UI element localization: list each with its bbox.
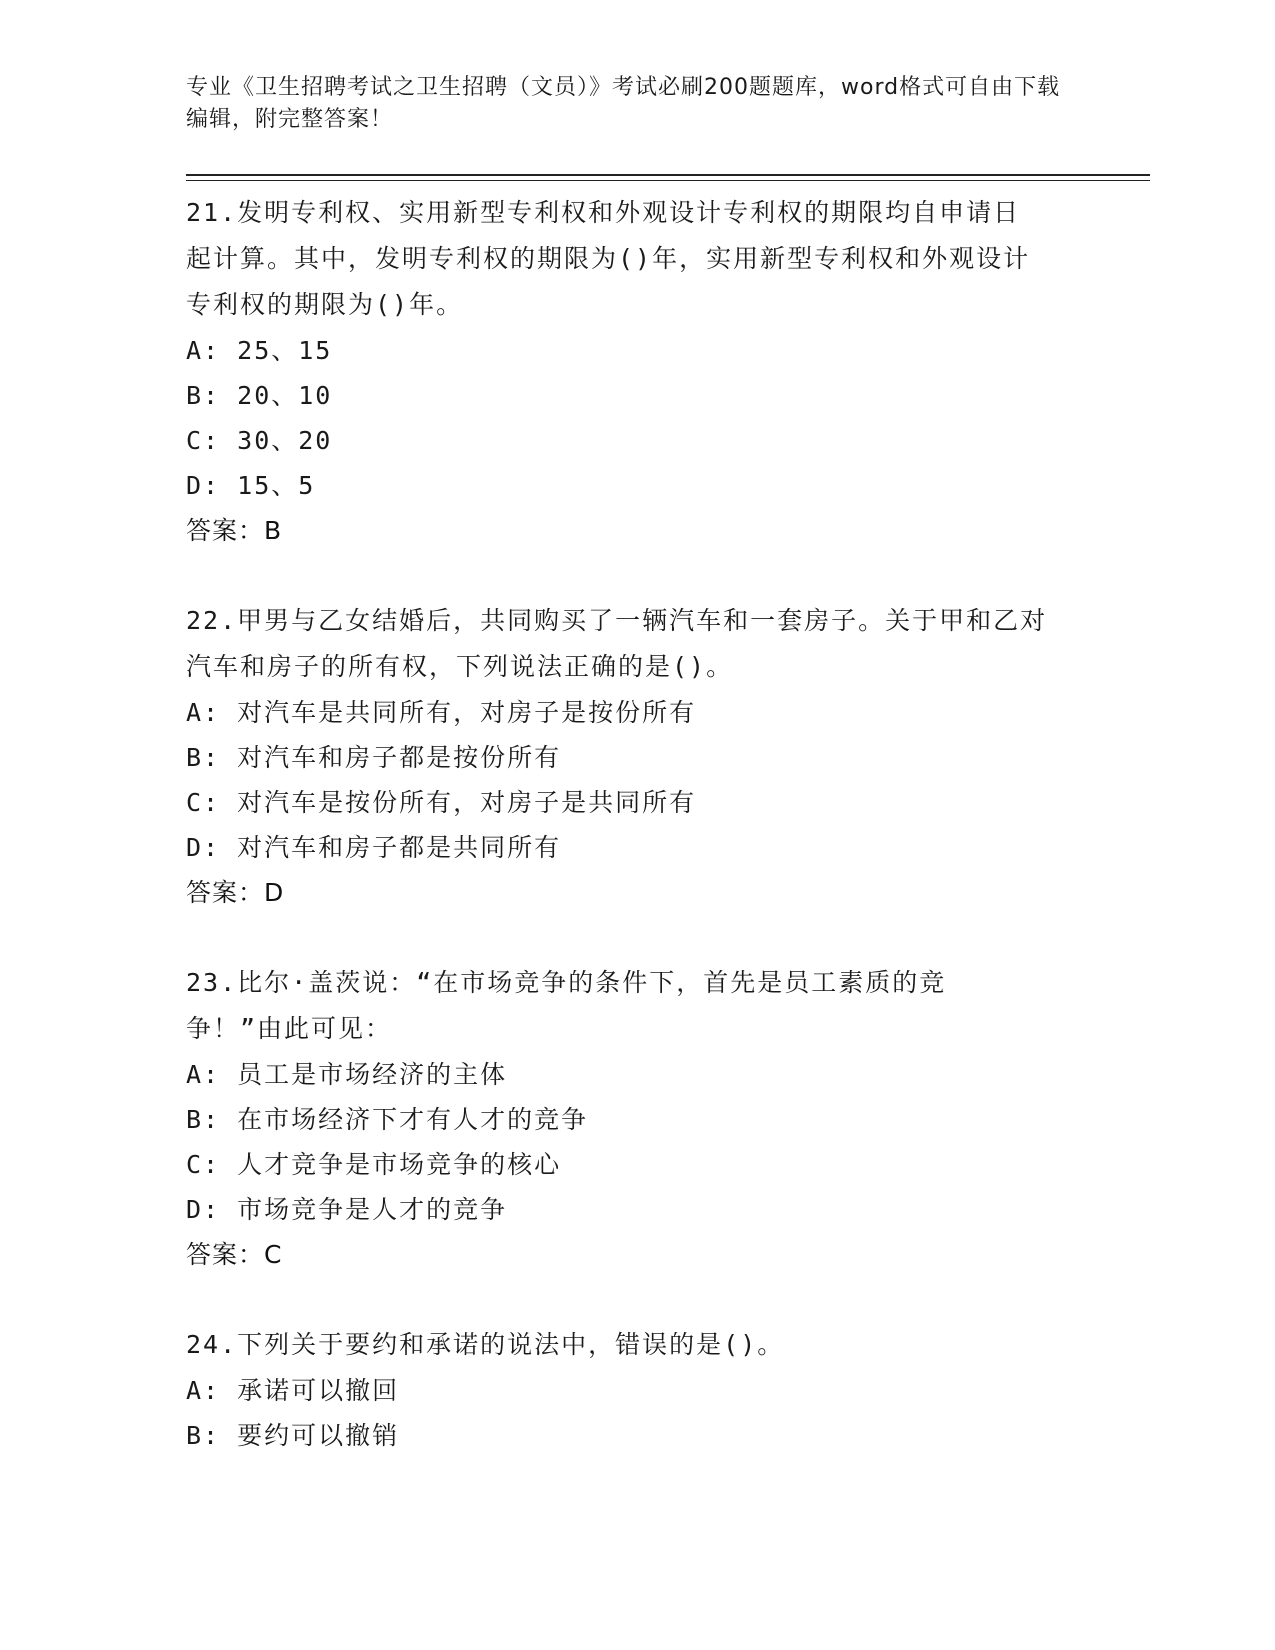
document-header: 专业《卫生招聘考试之卫生招聘（文员）》考试必刷200题题库，word格式可自由下载编辑，附完整答案！ [186, 75, 1061, 132]
option-b: B: 在市场经济下才有人才的竞争 [186, 1105, 589, 1134]
option-c: C: 30、20 [186, 426, 333, 455]
option-a: A: 员工是市场经济的主体 [186, 1060, 508, 1089]
option-b: B: 要约可以撤销 [186, 1421, 400, 1450]
option-d: D: 市场竞争是人才的竞争 [186, 1195, 508, 1224]
question-stem: 21.发明专利权、实用新型专利权和外观设计专利权的期限均自申请日起计算。其中，发明专利权的期限为()年，实用新型专利权和外观设计专利权的期限为()年。 [186, 198, 1031, 319]
header-divider-thin [186, 180, 1150, 181]
question-23 [186, 960, 1086, 1278]
option-a: A: 对汽车是共同所有，对房子是按份所有 [186, 698, 697, 727]
answer: 答案：C [186, 1240, 283, 1269]
option-b: B: 20、10 [186, 381, 333, 410]
option-d: D: 15、5 [186, 471, 316, 500]
answer: 答案：D [186, 878, 285, 907]
question-list [186, 190, 1086, 1502]
question-stem: 23.比尔·盖茨说：“在市场竞争的条件下，首先是员工素质的竞争！”由此可见： [186, 968, 947, 1043]
option-c: C: 人才竞争是市场竞争的核心 [186, 1150, 562, 1179]
option-c: C: 对汽车是按份所有，对房子是共同所有 [186, 788, 697, 817]
question-stem: 22.甲男与乙女结婚后，共同购买了一辆汽车和一套房子。关于甲和乙对汽车和房子的所有权，下列说法正确的是()。 [186, 606, 1048, 681]
option-a: A: 25、15 [186, 336, 333, 365]
option-d: D: 对汽车和房子都是共同所有 [186, 833, 562, 862]
answer: 答案：B [186, 516, 283, 545]
question-stem: 24.下列关于要约和承诺的说法中，错误的是()。 [186, 1330, 785, 1359]
option-a: A: 承诺可以撤回 [186, 1376, 400, 1405]
question-21 [186, 190, 1086, 554]
question-22 [186, 598, 1086, 916]
header-divider-thick [186, 174, 1150, 176]
option-b: B: 对汽车和房子都是按份所有 [186, 743, 562, 772]
question-24 [186, 1322, 1086, 1458]
